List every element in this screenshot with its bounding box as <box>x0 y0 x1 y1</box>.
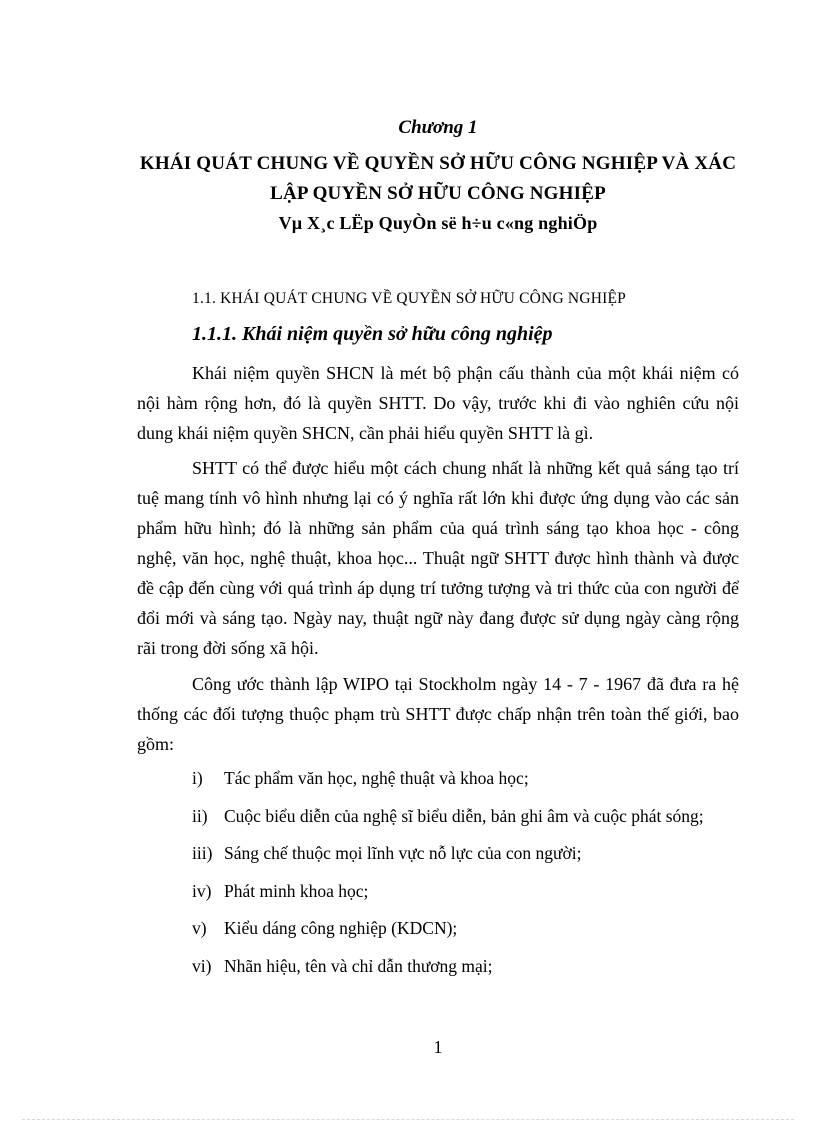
page-bottom-divider <box>22 1119 794 1120</box>
paragraph: SHTT có thể được hiểu một cách chung nhất là những kết quả sáng tạo trí tuệ mang tính vô hình nhưng lại có ý nghĩa rất lớn khi được ứng dụng vào các sản phẩm hữu hình; đó là những sản phẩm của quá trình sáng tạo khoa học - công nghệ, văn học, nghệ thuật, khoa học... Thuật ngữ SHTT được hình thành và được đề cập đến cùng với quá trình áp dụng trí tưởng tượng và tri thức của con người để đổi mới và sáng tạo. Ngày nay, thuật ngữ này đang được sử dụng ngày càng rộng rãi trong đời sống xã hội. <box>137 458 739 658</box>
list-item-text: Nhãn hiệu, tên và chỉ dẫn thương mại; <box>224 955 493 976</box>
list-marker: v) <box>192 918 207 938</box>
list-item-text: Kiểu dáng công nghiệp (KDCN); <box>224 918 458 938</box>
list-marker: ii) <box>192 805 208 826</box>
list-item <box>192 913 752 951</box>
chapter-title-line-3: Vµ X¸c LËp QuyÒn së h÷u c«ng nghiÖp <box>278 213 598 233</box>
list-marker: vi) <box>192 955 212 976</box>
paragraph: Công ước thành lập WIPO tại Stockholm ngày 14 - 7 - 1967 đã đưa ra hệ thống các đối tượng thuộc phạm trù SHTT được chấp nhận trên toàn thế giới, bao gồm: <box>137 674 739 754</box>
list-item <box>192 951 752 989</box>
list-item <box>192 876 752 914</box>
list-item <box>192 838 752 876</box>
list-marker: i) <box>192 768 203 788</box>
chapter-label: Chương 1 <box>398 117 478 138</box>
list-marker: iii) <box>192 843 213 863</box>
section-heading: 1.1. KHÁI QUÁT CHUNG VỀ QUYỀN SỞ HỮU CÔNG NGHIỆP <box>192 290 626 307</box>
list-item-text: Tác phẩm văn học, nghệ thuật và khoa học; <box>224 768 529 788</box>
list-marker: iv) <box>192 880 212 901</box>
list-item-text: Phát minh khoa học; <box>224 880 369 901</box>
paragraph: Khái niệm quyền SHCN là mét bộ phận cấu thành của một khái niệm có nội hàm rộng hơn, đó là quyền SHTT. Do vậy, trước khi đi vào nghiên cứu nội dung khái niệm quyền SHCN, cần phải hiểu quyền SHTT là gì. <box>137 363 739 443</box>
chapter-title-line-1: KHÁI QUÁT CHUNG VỀ QUYỀN SỞ HỮU CÔNG NGHIỆP VÀ XÁC <box>139 153 737 174</box>
subsection-heading: 1.1.1. Khái niệm quyền sở hữu công nghiệp <box>192 323 553 345</box>
list-item-text: Sáng chế thuộc mọi lĩnh vực nỗ lực của con người; <box>224 843 582 863</box>
list-item-text: Cuộc biểu diễn của nghệ sĩ biểu diễn, bản ghi âm và cuộc phát sóng; <box>224 805 704 826</box>
list-item <box>192 801 752 839</box>
ip-subject-list <box>192 763 752 988</box>
list-item <box>192 763 752 801</box>
chapter-title-line-2: LẬP QUYỀN SỞ HỮU CÔNG NGHIỆP <box>270 183 606 204</box>
page-number: 1 <box>433 1037 443 1057</box>
